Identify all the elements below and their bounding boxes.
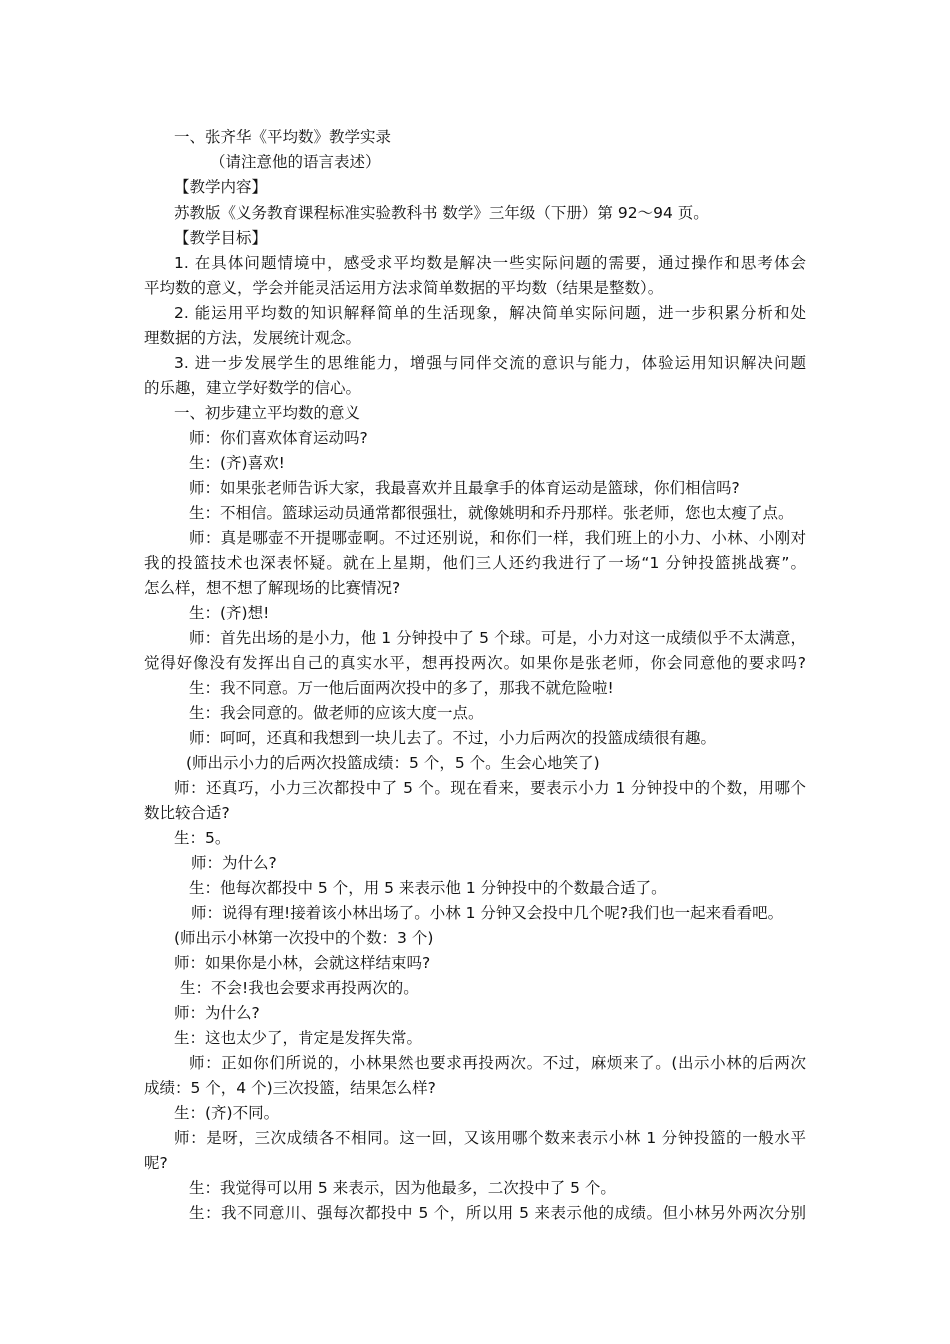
- dialogue-line: 生：(齐)喜欢!: [189, 454, 285, 472]
- dialogue-line: 师：如果张老师告诉大家，我最喜欢并且最拿手的体育运动是篮球，你们相信吗?: [189, 479, 740, 497]
- dialogue-line: 生：我不同意川、强每次都投中 5 个，所以用 5 来表示他的成绩。但小林另外两次分别: [189, 1204, 806, 1222]
- dialogue-line: 生：5。: [174, 829, 231, 847]
- stage-direction: (师出示小林第一次投中的个数：3 个): [174, 929, 434, 947]
- dialogue-line: 师：为什么?: [191, 854, 277, 872]
- dialogue-line: 生：不会!我也会要求再投两次的。: [180, 979, 419, 997]
- stage-direction: (师出示小力的后两次投篮成绩：5 个，5 个。生会心地笑了): [186, 754, 600, 772]
- dialogue-line: 生：我不同意。万一他后面两次投中的多了，那我不就危险啦!: [189, 679, 614, 697]
- dialogue-line: 师：首先出场的是小力，他 1 分钟投中了 5 个球。可是，小力对这一成绩似乎不太满意，: [189, 629, 806, 647]
- content-text: 苏教版《义务教育课程标准实验教科书 数学》三年级（下册）第 92～94 页。: [174, 204, 709, 222]
- heading-content: 【教学内容】: [174, 178, 268, 196]
- dialogue-line: 觉得好像没有发挥出自己的真实水平，想再投两次。如果你是张老师，你会同意他的要求吗?: [144, 654, 806, 672]
- doc-title: 一、张齐华《平均数》教学实录: [174, 128, 392, 146]
- dialogue-line: 成绩：5 个，4 个)三次投篮，结果怎么样?: [144, 1079, 436, 1097]
- dialogue-line: 生：不相信。篮球运动员通常都很强壮，就像姚明和乔丹那样。张老师，您也太瘦了点。: [189, 504, 794, 522]
- doc-note: （请注意他的语言表述）: [210, 153, 381, 171]
- goal-3-line-1: 3. 进一步发展学生的思维能力，增强与同伴交流的意识与能力，体验运用知识解决问题: [174, 354, 806, 372]
- section-heading: 一、初步建立平均数的意义: [174, 404, 361, 422]
- dialogue-line: 呢?: [144, 1154, 168, 1172]
- dialogue-line: 数比较合适?: [144, 804, 230, 822]
- dialogue-line: 师：正如你们所说的，小林果然也要求再投两次。不过，麻烦来了。(出示小林的后两次: [189, 1054, 806, 1072]
- dialogue-line: 生：我会同意的。做老师的应该大度一点。: [189, 704, 484, 722]
- dialogue-line: 师：说得有理!接着该小林出场了。小林 1 分钟又会投中几个呢?我们也一起来看看吧。: [191, 904, 784, 922]
- dialogue-line: 我的投篮技术也深表怀疑。就在上星期，他们三人还约我进行了一场“1 分钟投篮挑战赛”。: [144, 554, 806, 572]
- dialogue-line: 怎么样，想不想了解现场的比赛情况?: [144, 579, 401, 597]
- dialogue-line: 师：呵呵，还真和我想到一块儿去了。不过，小力后两次的投篮成绩很有趣。: [189, 729, 717, 747]
- dialogue-line: 生：他每次都投中 5 个，用 5 来表示他 1 分钟投中的个数最合适了。: [189, 879, 667, 897]
- heading-goals: 【教学目标】: [174, 229, 268, 247]
- dialogue-line: 生：我觉得可以用 5 来表示，因为他最多，二次投中了 5 个。: [189, 1179, 616, 1197]
- dialogue-line: 生：(齐)不同。: [174, 1104, 280, 1122]
- dialogue-line: 师：你们喜欢体育运动吗?: [189, 429, 368, 447]
- dialogue-line: 师：为什么?: [174, 1004, 260, 1022]
- goal-1-line-1: 1. 在具体问题情境中，感受求平均数是解决一些实际问题的需要，通过操作和思考体会: [174, 254, 806, 272]
- goal-1-line-2: 平均数的意义，学会并能灵活运用方法求简单数据的平均数（结果是整数）。: [144, 279, 664, 297]
- dialogue-line: 师：是呀，三次成绩各不相同。这一回，又该用哪个数来表示小林 1 分钟投篮的一般水平: [174, 1129, 806, 1147]
- goal-2-line-2: 理数据的方法，发展统计观念。: [144, 329, 362, 347]
- goal-3-line-2: 的乐趣，建立学好数学的信心。: [144, 379, 362, 397]
- dialogue-line: 师：真是哪壶不开提哪壶啊。不过还别说，和你们一样，我们班上的小力、小林、小刚对: [189, 529, 806, 547]
- dialogue-line: 师：还真巧，小力三次都投中了 5 个。现在看来，要表示小力 1 分钟投中的个数，用哪个: [174, 779, 806, 797]
- dialogue-line: 生：这也太少了，肯定是发挥失常。: [174, 1029, 423, 1047]
- dialogue-line: 师：如果你是小林，会就这样结束吗?: [174, 954, 431, 972]
- goal-2-line-1: 2. 能运用平均数的知识解释简单的生活现象，解决简单实际问题，进一步积累分析和处: [174, 304, 806, 322]
- dialogue-line: 生：(齐)想!: [189, 604, 270, 622]
